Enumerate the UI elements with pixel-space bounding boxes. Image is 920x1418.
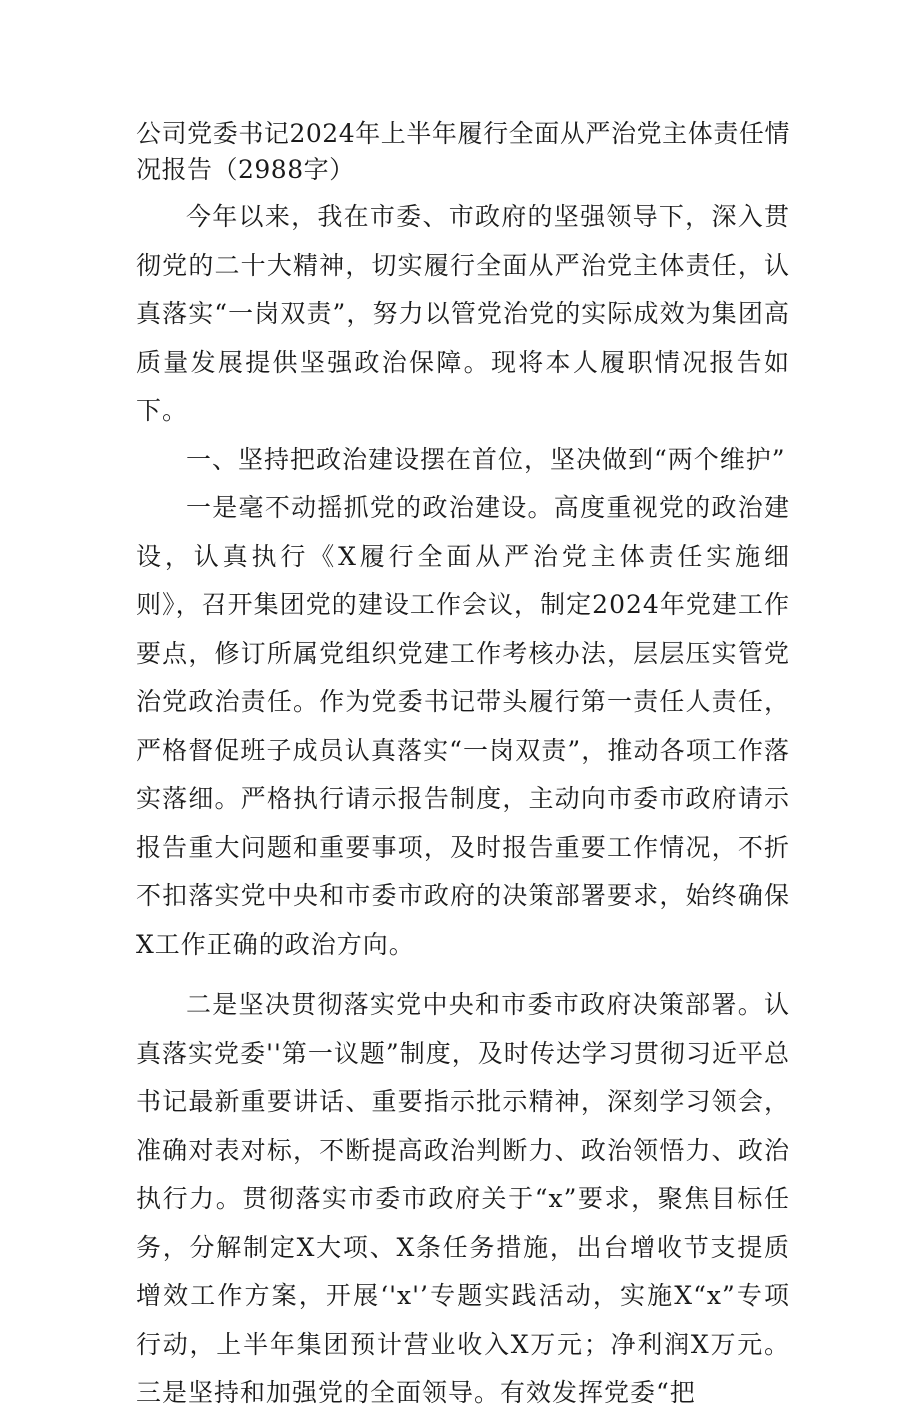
document-title: 公司党委书记2024年上半年履行全面从严治党主体责任情况报告（2988字） [136,119,790,184]
intro-paragraph: 今年以来，我在市委、市政府的坚强领导下，深入贯彻党的二十大精神，切实履行全面从严治党主体责任，认真落实“一岗双责”，努力以管党治党的实际成效为集团高质量发展提供坚强政治保障。现将本人履职情况报告如下。 [136,202,790,425]
paragraph-spacer [136,969,790,981]
document-body [136,116,790,1418]
paragraph-implement-decisions: 二是坚决贯彻落实党中央和市委市政府决策部署。认真落实党委''第一议题”制度，及时传达学习贯彻习近平总书记最新重要讲话、重要指示批示精神，深刻学习领会，准确对表对标，不断提高政治判断力、政治领悟力、政治执行力。贯彻落实市委市政府关于“x”要求，聚焦目标任务，分解制定X大项、X条任务措施，出台增收节支提质增效工作方案，开展‘'x'’专题实践活动，实施X“x”专项行动，上半年集团预计营业收入X万元；净利润X万元。三是坚持和加强党的全面领导。有效发挥党委“把 [136,990,790,1407]
paragraph-political-building: 一是毫不动摇抓党的政治建设。高度重视党的政治建设，认真执行《X履行全面从严治党主体责任实施细则》，召开集团党的建设工作会议，制定2024年党建工作要点，修订所属党组织党建工作考核办法，层层压实管党治党政治责任。作为党委书记带头履行第一责任人责任，严格督促班子成员认真落实“一岗双责”，推动各项工作落实落细。严格执行请示报告制度，主动向市委市政府请示报告重大问题和重要事项，及时报告重要工作情况，不折不扣落实党中央和市委市政府的决策部署要求，始终确保X工作正确的政治方向。 [136,493,790,959]
section-heading-1: 一、坚持把政治建设摆在首位，坚决做到“两个维护” [186,444,786,474]
